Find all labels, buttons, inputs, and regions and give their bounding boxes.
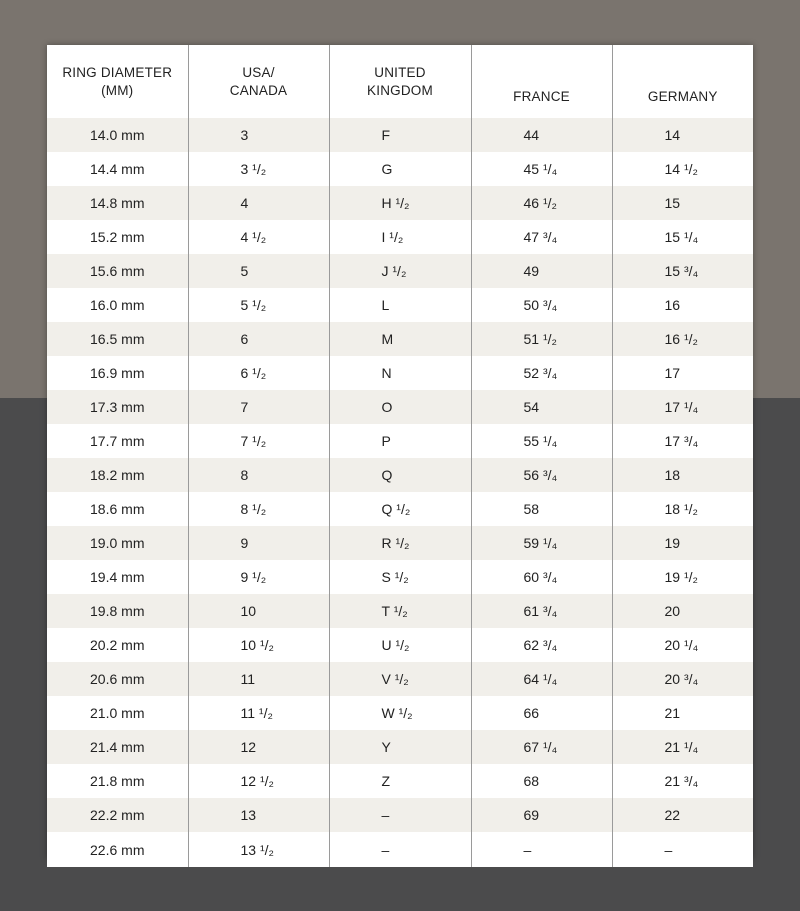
cell-united-kingdom: L xyxy=(329,288,471,322)
ring-size-chart xyxy=(47,45,753,859)
cell-ring-diameter: 18.2 mm xyxy=(47,458,188,492)
table-row xyxy=(47,458,753,492)
cell-ring-diameter: 22.2 mm xyxy=(47,798,188,832)
cell-ring-diameter: 16.0 mm xyxy=(47,288,188,322)
header-united-kingdom xyxy=(329,45,471,118)
cell-ring-diameter: 18.6 mm xyxy=(47,492,188,526)
cell-germany: 19 ¹/₂ xyxy=(612,560,753,594)
cell-germany: 20 xyxy=(612,594,753,628)
cell-germany: – xyxy=(612,832,753,867)
cell-usa-canada: 13 ¹/₂ xyxy=(188,832,329,867)
cell-usa-canada: 5 ¹/₂ xyxy=(188,288,329,322)
header-ring-diameter-line1: RING DIAMETER xyxy=(62,64,173,80)
header-united-kingdom-line1: UNITED xyxy=(374,64,426,80)
cell-germany: 21 ¹/₄ xyxy=(612,730,753,764)
cell-france: 64 ¹/₄ xyxy=(471,662,612,696)
cell-usa-canada: 4 ¹/₂ xyxy=(188,220,329,254)
cell-france: 66 xyxy=(471,696,612,730)
cell-germany: 19 xyxy=(612,526,753,560)
header-usa-canada-line2: CANADA xyxy=(229,82,288,98)
cell-usa-canada: 6 ¹/₂ xyxy=(188,356,329,390)
cell-usa-canada: 12 ¹/₂ xyxy=(188,764,329,798)
cell-france: 44 xyxy=(471,118,612,152)
cell-ring-diameter: 15.6 mm xyxy=(47,254,188,288)
cell-ring-diameter: 15.2 mm xyxy=(47,220,188,254)
cell-germany: 20 ¹/₄ xyxy=(612,628,753,662)
table-row xyxy=(47,594,753,628)
cell-united-kingdom: U ¹/₂ xyxy=(329,628,471,662)
cell-france: 67 ¹/₄ xyxy=(471,730,612,764)
header-germany xyxy=(612,45,753,118)
cell-usa-canada: 10 ¹/₂ xyxy=(188,628,329,662)
cell-usa-canada: 3 ¹/₂ xyxy=(188,152,329,186)
cell-united-kingdom: N xyxy=(329,356,471,390)
cell-usa-canada: 9 ¹/₂ xyxy=(188,560,329,594)
cell-france: 50 ³/₄ xyxy=(471,288,612,322)
cell-france: 49 xyxy=(471,254,612,288)
cell-united-kingdom: P xyxy=(329,424,471,458)
cell-usa-canada: 7 ¹/₂ xyxy=(188,424,329,458)
cell-usa-canada: 5 xyxy=(188,254,329,288)
cell-ring-diameter: 14.4 mm xyxy=(47,152,188,186)
cell-france: 46 ¹/₂ xyxy=(471,186,612,220)
table-row xyxy=(47,832,753,867)
cell-usa-canada: 11 xyxy=(188,662,329,696)
cell-ring-diameter: 14.0 mm xyxy=(47,118,188,152)
table-row xyxy=(47,254,753,288)
table-row xyxy=(47,662,753,696)
cell-germany: 16 ¹/₂ xyxy=(612,322,753,356)
cell-usa-canada: 11 ¹/₂ xyxy=(188,696,329,730)
cell-germany: 16 xyxy=(612,288,753,322)
cell-ring-diameter: 20.6 mm xyxy=(47,662,188,696)
cell-united-kingdom: W ¹/₂ xyxy=(329,696,471,730)
cell-france: 56 ³/₄ xyxy=(471,458,612,492)
header-france xyxy=(471,45,612,118)
cell-france: – xyxy=(471,832,612,867)
table-row xyxy=(47,220,753,254)
header-row xyxy=(47,45,753,118)
table-header xyxy=(47,45,753,118)
cell-germany: 17 xyxy=(612,356,753,390)
cell-usa-canada: 9 xyxy=(188,526,329,560)
table-row xyxy=(47,288,753,322)
cell-united-kingdom: G xyxy=(329,152,471,186)
header-ring-diameter-line2: (MM) xyxy=(101,82,134,98)
cell-germany: 17 ¹/₄ xyxy=(612,390,753,424)
cell-france: 47 ³/₄ xyxy=(471,220,612,254)
cell-germany: 15 xyxy=(612,186,753,220)
cell-germany: 14 ¹/₂ xyxy=(612,152,753,186)
table-row xyxy=(47,730,753,764)
header-france-label: FRANCE xyxy=(513,89,570,104)
cell-united-kingdom: M xyxy=(329,322,471,356)
cell-ring-diameter: 21.4 mm xyxy=(47,730,188,764)
cell-usa-canada: 12 xyxy=(188,730,329,764)
table-row xyxy=(47,424,753,458)
cell-united-kingdom: J ¹/₂ xyxy=(329,254,471,288)
cell-united-kingdom: H ¹/₂ xyxy=(329,186,471,220)
cell-france: 51 ¹/₂ xyxy=(471,322,612,356)
table-row xyxy=(47,356,753,390)
table-row xyxy=(47,526,753,560)
cell-france: 55 ¹/₄ xyxy=(471,424,612,458)
cell-france: 69 xyxy=(471,798,612,832)
cell-ring-diameter: 19.0 mm xyxy=(47,526,188,560)
cell-usa-canada: 4 xyxy=(188,186,329,220)
cell-ring-diameter: 14.8 mm xyxy=(47,186,188,220)
cell-ring-diameter: 21.8 mm xyxy=(47,764,188,798)
table-row xyxy=(47,186,753,220)
cell-ring-diameter: 22.6 mm xyxy=(47,832,188,867)
cell-united-kingdom: S ¹/₂ xyxy=(329,560,471,594)
cell-germany: 17 ³/₄ xyxy=(612,424,753,458)
ring-size-table xyxy=(47,45,753,867)
cell-united-kingdom: V ¹/₂ xyxy=(329,662,471,696)
table-row xyxy=(47,492,753,526)
cell-france: 61 ³/₄ xyxy=(471,594,612,628)
cell-united-kingdom: Y xyxy=(329,730,471,764)
cell-ring-diameter: 19.4 mm xyxy=(47,560,188,594)
cell-united-kingdom: I ¹/₂ xyxy=(329,220,471,254)
table-row xyxy=(47,152,753,186)
cell-ring-diameter: 21.0 mm xyxy=(47,696,188,730)
cell-usa-canada: 8 ¹/₂ xyxy=(188,492,329,526)
cell-france: 59 ¹/₄ xyxy=(471,526,612,560)
cell-france: 62 ³/₄ xyxy=(471,628,612,662)
header-usa-canada-line1: USA/ xyxy=(242,64,275,80)
cell-germany: 14 xyxy=(612,118,753,152)
table-row xyxy=(47,696,753,730)
table-row xyxy=(47,560,753,594)
cell-united-kingdom: F xyxy=(329,118,471,152)
table-row xyxy=(47,764,753,798)
cell-france: 54 xyxy=(471,390,612,424)
cell-ring-diameter: 19.8 mm xyxy=(47,594,188,628)
cell-ring-diameter: 16.9 mm xyxy=(47,356,188,390)
cell-united-kingdom: R ¹/₂ xyxy=(329,526,471,560)
cell-france: 58 xyxy=(471,492,612,526)
table-row xyxy=(47,390,753,424)
cell-ring-diameter: 17.7 mm xyxy=(47,424,188,458)
cell-usa-canada: 8 xyxy=(188,458,329,492)
cell-usa-canada: 7 xyxy=(188,390,329,424)
cell-united-kingdom: T ¹/₂ xyxy=(329,594,471,628)
cell-france: 45 ¹/₄ xyxy=(471,152,612,186)
cell-united-kingdom: Q xyxy=(329,458,471,492)
cell-united-kingdom: Z xyxy=(329,764,471,798)
table-body xyxy=(47,118,753,867)
cell-usa-canada: 13 xyxy=(188,798,329,832)
cell-ring-diameter: 16.5 mm xyxy=(47,322,188,356)
cell-united-kingdom: Q ¹/₂ xyxy=(329,492,471,526)
cell-ring-diameter: 20.2 mm xyxy=(47,628,188,662)
table-row xyxy=(47,118,753,152)
cell-united-kingdom: – xyxy=(329,832,471,867)
table-row xyxy=(47,628,753,662)
cell-germany: 18 xyxy=(612,458,753,492)
cell-usa-canada: 3 xyxy=(188,118,329,152)
cell-usa-canada: 10 xyxy=(188,594,329,628)
header-ring-diameter xyxy=(47,45,188,118)
cell-germany: 21 ³/₄ xyxy=(612,764,753,798)
header-usa-canada xyxy=(188,45,329,118)
table-row xyxy=(47,798,753,832)
cell-germany: 15 ¹/₄ xyxy=(612,220,753,254)
header-united-kingdom-line2: KINGDOM xyxy=(367,82,433,98)
cell-ring-diameter: 17.3 mm xyxy=(47,390,188,424)
cell-germany: 18 ¹/₂ xyxy=(612,492,753,526)
header-germany-label: GERMANY xyxy=(647,89,718,104)
cell-germany: 21 xyxy=(612,696,753,730)
cell-germany: 22 xyxy=(612,798,753,832)
table-row xyxy=(47,322,753,356)
cell-france: 52 ³/₄ xyxy=(471,356,612,390)
cell-germany: 20 ³/₄ xyxy=(612,662,753,696)
cell-united-kingdom: – xyxy=(329,798,471,832)
cell-france: 60 ³/₄ xyxy=(471,560,612,594)
cell-germany: 15 ³/₄ xyxy=(612,254,753,288)
cell-united-kingdom: O xyxy=(329,390,471,424)
cell-france: 68 xyxy=(471,764,612,798)
cell-usa-canada: 6 xyxy=(188,322,329,356)
